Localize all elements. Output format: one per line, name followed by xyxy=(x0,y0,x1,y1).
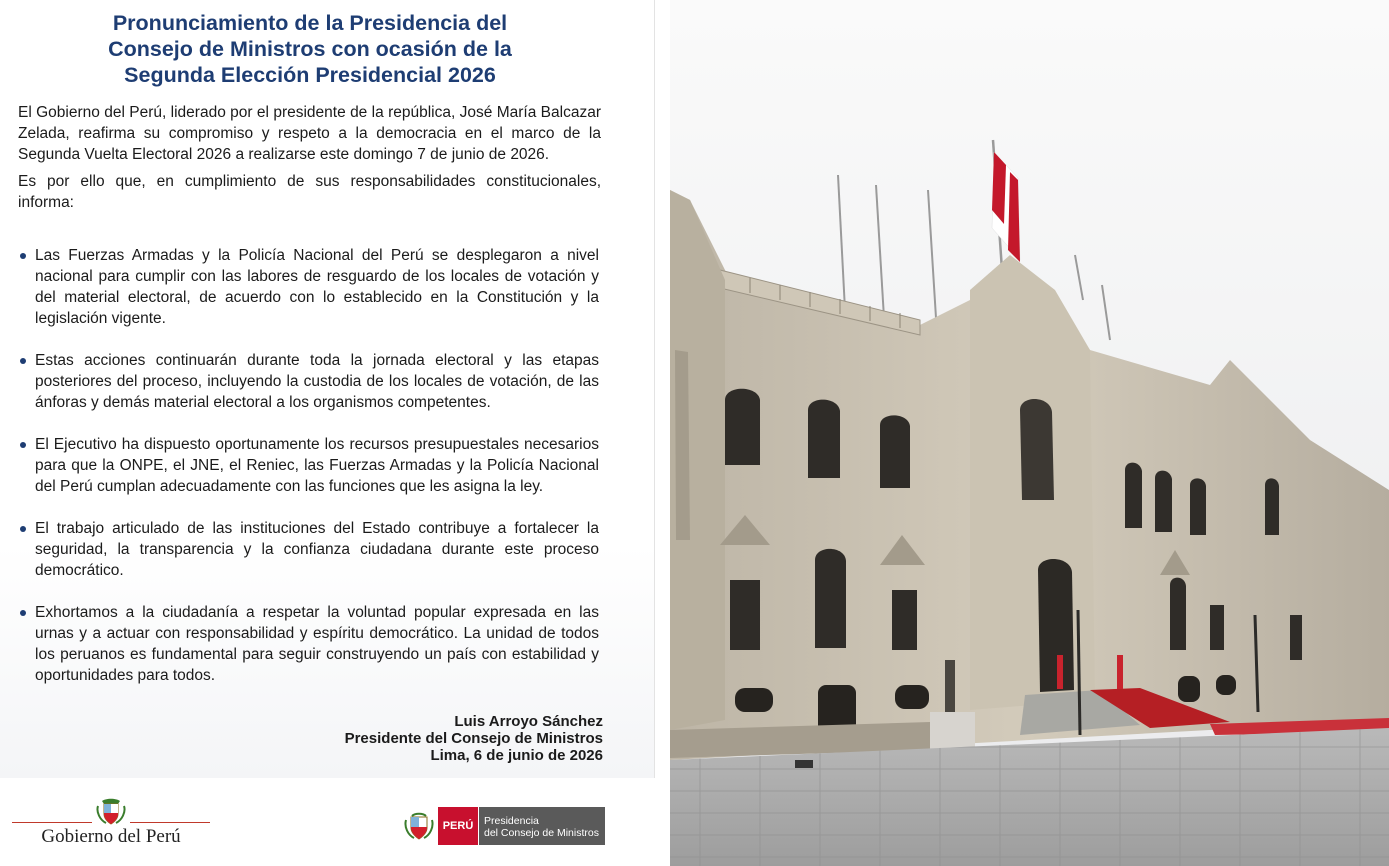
bullet-item xyxy=(18,245,599,329)
gobierno-text: Gobierno del Perú xyxy=(41,826,181,847)
pcm-logo xyxy=(404,807,605,845)
pcm-line-1: Presidencia xyxy=(484,815,539,827)
bullet-text: Estas acciones continuarán durante toda la jornada electoral y las etapas posteriores del proceso, incluyendo la custodia de los locales de votación, de las ánforas y demás material electoral a los organismos competentes. xyxy=(35,352,599,411)
bullet-dot-icon xyxy=(20,442,26,448)
coat-of-arms-icon xyxy=(96,798,126,826)
title-line-2: Consejo de Ministros con ocasión de la xyxy=(108,37,512,61)
bullet-dot-icon xyxy=(20,610,26,616)
bullet-item xyxy=(18,518,599,581)
signature-block xyxy=(300,713,603,764)
bullet-dot-icon xyxy=(20,253,26,259)
signatory-name: Luis Arroyo Sánchez xyxy=(454,713,603,730)
bullet-dot-icon xyxy=(20,526,26,532)
bullet-text: El Ejecutivo ha dispuesto oportunamente los recursos presupuestales necesarios para que la ONPE, el JNE, el Reniec, las Fuerzas Armadas y la Policía Nacional del Perú cumplan adecuadamente con las funciones que les asigna la ley. xyxy=(35,436,599,495)
bullet-item xyxy=(18,602,599,686)
pcm-badge xyxy=(479,807,605,845)
bullet-text: Exhortamos a la ciudadanía a respetar la voluntad popular expresada en las urnas y a actuar con responsabilidad y espíritu democrático. La unidad de todos los peruanos es fundamental para seguir construyendo un país con estabilidad y oportunidades para todos. xyxy=(35,604,599,684)
gobierno-logo xyxy=(12,798,210,850)
bullet-item xyxy=(18,350,599,413)
statement-title xyxy=(20,10,600,88)
logo-rule-left xyxy=(12,822,92,823)
coat-of-arms-icon xyxy=(404,811,434,841)
government-palace-photo xyxy=(670,0,1389,866)
title-line-3: Segunda Elección Presidencial 2026 xyxy=(124,63,496,87)
bullet-text: El trabajo articulado de las instituciones del Estado contribuye a fortalecer la seguridad, la transparencia y la confianza ciudadana durante este proceso democrático. xyxy=(35,520,599,579)
signatory-role: Presidente del Consejo de Ministros xyxy=(344,730,603,747)
bullet-text: Las Fuerzas Armadas y la Policía Nacional del Perú se desplegaron a nivel nacional para cumplir con las labores de resguardo de los locales de votación y del material electoral, de acuerdo con lo establecido en la Constitución y la legislación vigente. xyxy=(35,247,599,327)
bullet-dot-icon xyxy=(20,358,26,364)
bullet-item xyxy=(18,434,599,497)
intro-paragraph-1: El Gobierno del Perú, liderado por el presidente de la república, José María Balcazar Zelada, reafirma su compromiso y respeto a la democracia en el marco de la Segunda Vuelta Electoral 2026 a realizarse este domingo 7 de junio de 2026. xyxy=(18,104,601,163)
panel-divider xyxy=(654,0,655,778)
logo-rule-right xyxy=(130,822,210,823)
peru-badge: PERÚ xyxy=(438,807,478,845)
intro-paragraph-2: Es por ello que, en cumplimiento de sus responsabilidades constitucionales, informa: xyxy=(18,173,601,211)
place-date: Lima, 6 de junio de 2026 xyxy=(430,747,603,764)
title-line-1: Pronunciamiento de la Presidencia del xyxy=(112,11,508,35)
intro-text xyxy=(18,102,601,213)
bullet-list xyxy=(18,245,599,707)
pcm-line-2: del Consejo de Ministros xyxy=(484,827,599,839)
